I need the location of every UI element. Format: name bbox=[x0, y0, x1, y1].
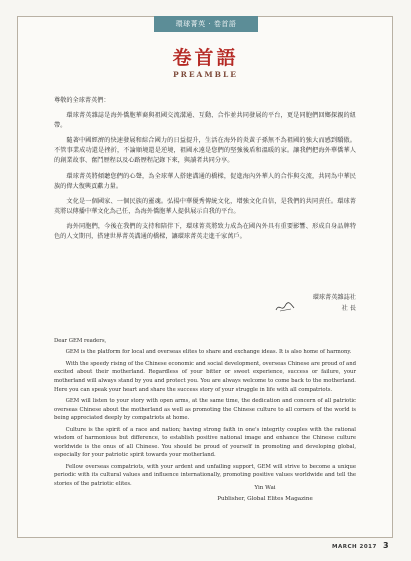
chinese-sign-title: 社 長 bbox=[341, 305, 356, 312]
issue-date: MARCH 2017 bbox=[332, 544, 377, 550]
chinese-paragraph: 海外同胞們，今後在我們的支持和陪伴下，環球菁英將致力成為在國內外具有重要影響、形成自身品牌特色的人文期刊，搭建世界菁英溝通的橋樑，讓環球菁英走進千家萬戶。 bbox=[54, 222, 356, 241]
chinese-paragraph: 環球菁英雜誌是海外僑胞華裔與祖國交流溝通、互動、合作並共同發展的平台，更是同胞們回鄉探親的紐帶。 bbox=[54, 112, 356, 130]
section-tab: 環球菁英 · 卷首語 bbox=[154, 16, 258, 32]
chinese-paragraph: 環球菁英將傾聽您們的心聲，為全球華人搭建溝通的橋樑，促進海內外華人的合作與交流，共同為中華民族的偉大復興貢獻力量。 bbox=[54, 172, 356, 190]
chinese-sign-org: 環球菁英雜誌社 bbox=[312, 294, 356, 301]
english-paragraph: GEM is the platform for local and overseas elites to share and exchange ideas. It is also home of harmony. bbox=[65, 349, 352, 356]
page-title-english: PREAMBLE bbox=[172, 70, 239, 79]
handwritten-signature bbox=[274, 301, 296, 313]
english-paragraph: With the speedy rising of the Chinese economic and social development, overseas Chinese are proud of and excited about their motherland. Regardless of your bitter or sweet experience, success or failure, your motherland will always stand by you and protect you. You are always welcome to come back to the motherland. Here you can speak your heart and share the success story of your struggle in life with all compatriots. bbox=[54, 360, 356, 393]
english-signature-block bbox=[200, 483, 330, 505]
english-sign-title: Publisher, Global Elites Magazine bbox=[217, 496, 313, 502]
chinese-paragraph: 隨著中國經濟的快速發展和綜合國力的日益提升，生活在海外的炎黃子孫無不為祖國的強大而感到驕傲。不管事業成功還是挫折，不論順境還是逆境，祖國永遠是您們的堅強後盾和溫暖的家。讓我們把海外華僑華人的創業故事、奮鬥歷程以及心路歷程記錄下來，與讀者共同分享。 bbox=[54, 137, 356, 165]
english-paragraph: GEM will listen to your story with open arms, at the same time, the dedication and concern of all patriotic overseas Chinese about the motherland as well as promoting the Chinese culture to all corners of the world is being appreciated deeply by compatriots at home. bbox=[54, 397, 356, 422]
page-title-chinese: 卷首語 bbox=[172, 47, 239, 69]
english-preamble bbox=[54, 337, 356, 491]
english-paragraph: Fellow overseas compatriots, with your ardent and unfailing support, GEM will strive to become a unique periodic with its cultural values and influence internationally, promoting positive values worldwide and tell the stories of the patriotic elites. bbox=[54, 463, 356, 487]
chinese-greeting: 尊敬的全球菁英們： bbox=[54, 97, 110, 104]
chinese-preamble bbox=[54, 96, 356, 247]
english-paragraph: Culture is the spirit of a race and nation; having strong faith in one's integrity couples with the rational wisdom of harmonious but difference, to establish positive national image and enhance the Chinese culture worldwide is the onus of all Chinese. You should be proud of yourself in promoting and developing global, especially for your patriotic spirit towards your motherland. bbox=[54, 426, 356, 459]
page-number: 3 bbox=[383, 541, 389, 550]
english-sign-name: Yin Wai bbox=[254, 485, 276, 491]
english-greeting: Dear GEM readers, bbox=[54, 338, 107, 344]
chinese-paragraph: 文化是一個國家、一個民族的靈魂。弘揚中華優秀傳統文化，增強文化自信，是我們的共同責任。環球菁英將以傳播中華文化為己任，為海外僑胞華人提供展示自我的平台。 bbox=[54, 197, 356, 215]
